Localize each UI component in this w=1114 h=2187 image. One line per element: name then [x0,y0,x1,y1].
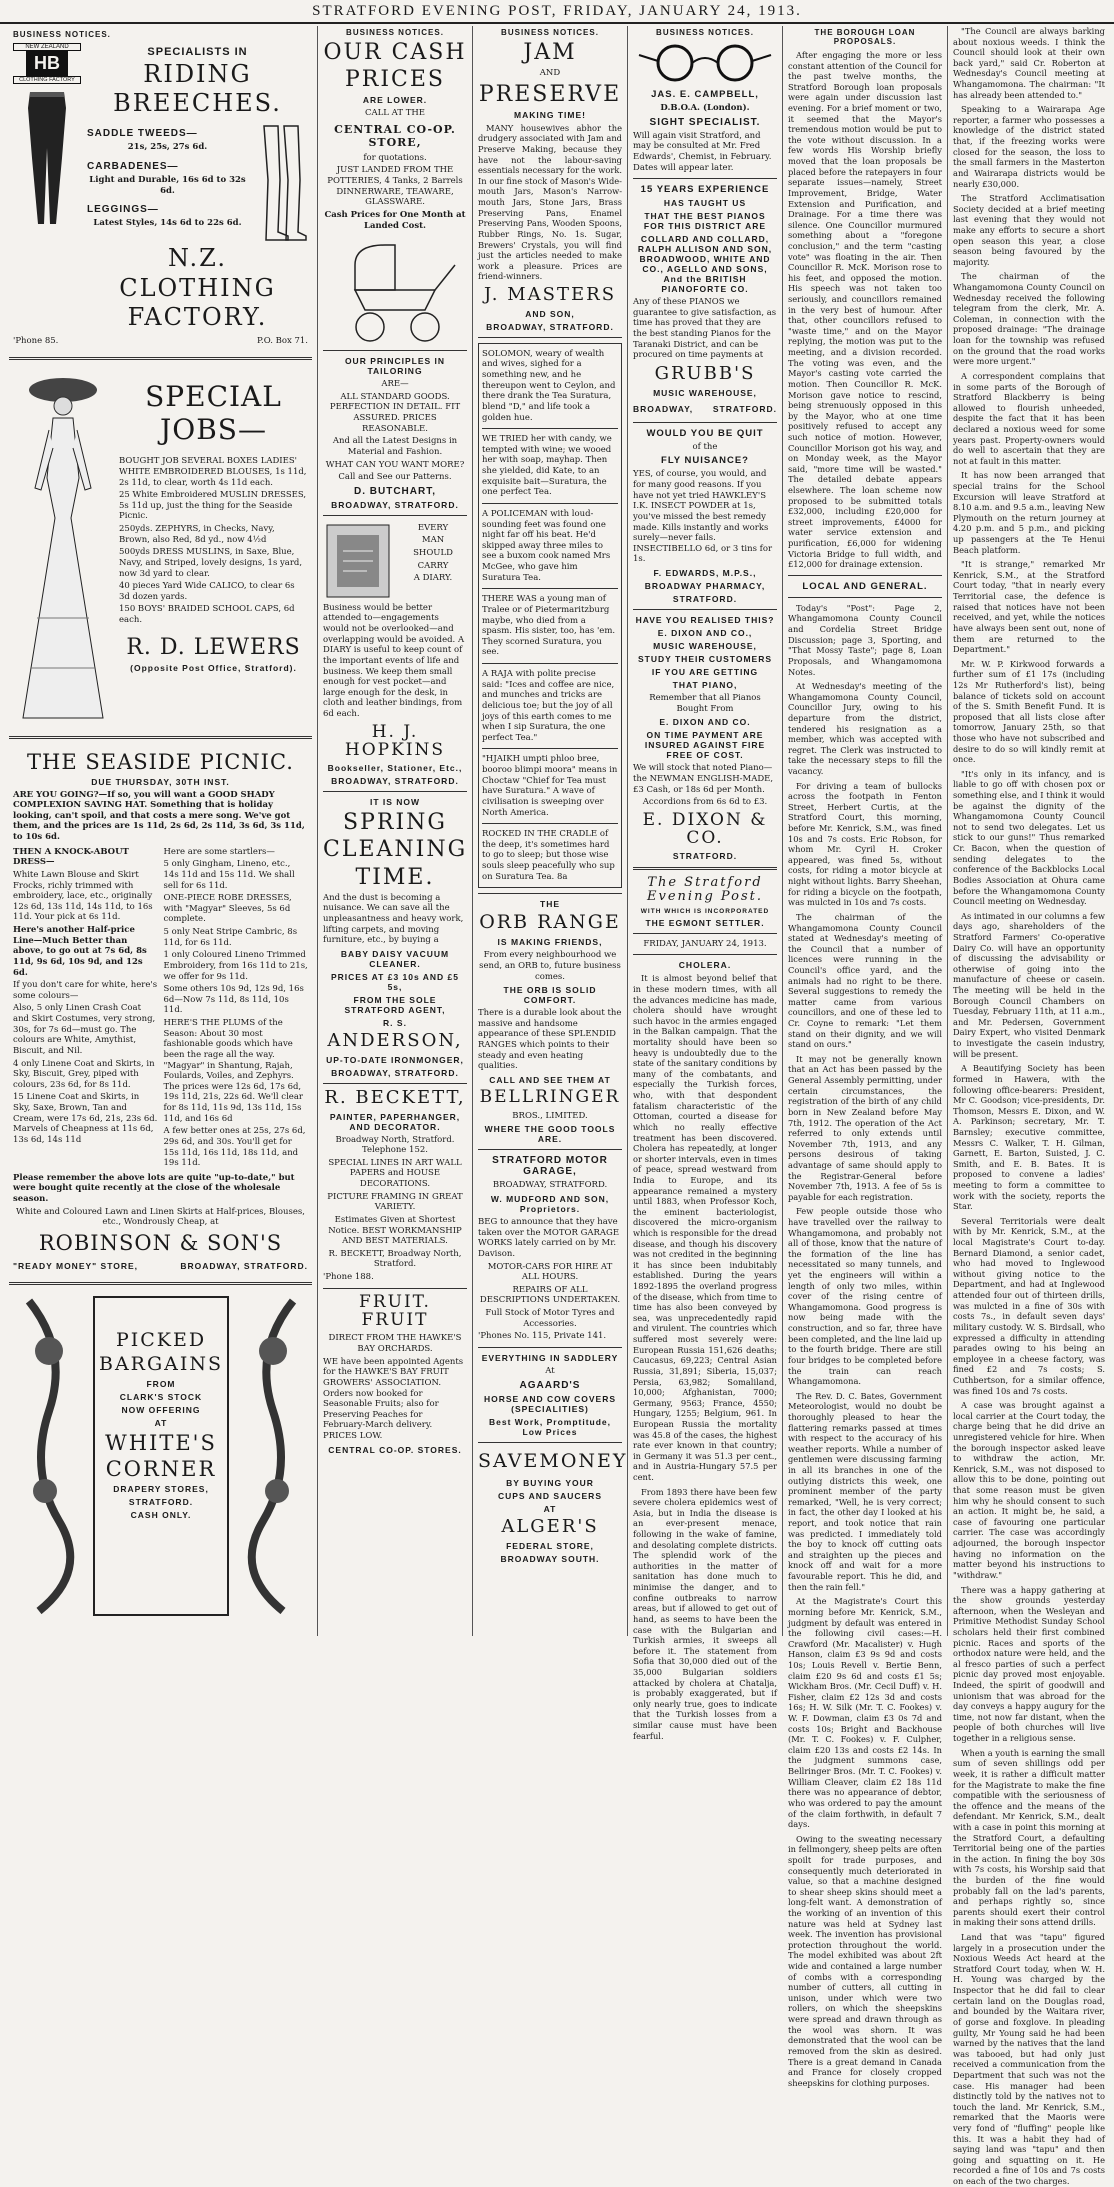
tailor-heading: OUR PRINCIPLES IN TAILORING [344,356,446,377]
seaside-left-4: Also, 5 only Linen Crash Coat and Skirt Costumes, very strong, 30s, for 7s 6d—must go. The colours are White, Amythist, Biscuit, and Nil. [13,1003,156,1056]
tea-ads [478,343,622,889]
tea-7: ROCKED IN THE CRADLE of the deep, it's sometimes hard to go to sleep; but those wise souls sleep peacefully who sup on Suratura Tea. 8a [482,829,615,882]
pianos-text: Any of these PIANOS we guarantee to give satisfaction, as time has proved that they are the best standing Pianos for the Taranaki District, and can be procured on time payments at [633,297,777,361]
column-3 [473,26,628,1636]
masthead: STRATFORD EVENING POST, FRIDAY, JANUARY 24, 1913. [0,0,1114,24]
now-offering: NOW OFFERING [121,1404,201,1415]
special-item-3: 250yds. ZEPHYRS, in Checks, Navy, Brown, also Red, 8d yd., now 4½d [119,524,275,545]
clarks-stock: CLARK'S STOCK [119,1391,203,1402]
fly-of: of the [692,441,718,452]
hb-logo: HB [26,51,68,76]
cholera-heading: CHOLERA. [678,960,732,971]
diary-every: EVERY [417,522,449,533]
money-heading: MONEY [539,1449,628,1472]
garage-phone: 'Phones No. 115, Private 141. [478,1331,607,1342]
garage-hire: MOTOR-CARS FOR HIRE AT ALL HOURS. [487,1261,613,1283]
picked-bargains-ad [9,1291,312,1625]
dixon-study: STUDY THEIR CUSTOMERS [637,654,773,665]
cash-heading-1: OUR CASH [323,40,467,65]
robinson-name: ROBINSON & SON'S [38,1230,283,1255]
cash-only: CASH ONLY. [130,1510,192,1520]
nz-name-3: FACTORY. [127,302,268,331]
dixon-name: E. DIXON AND CO., [657,628,753,639]
diary-carry: CARRY [417,560,449,571]
alger-fed: FEDERAL STORE, [506,1541,594,1552]
orb-from: From every neighbourhood we send, an ORB to, future business comes. [479,950,621,982]
carbadenes-label: CARBADENES— [87,161,179,172]
local-para-8: The Rev. D. C. Bates, Government Meteorologist, would no doubt be thoroughly pleased to hear the flattering remarks passed at times with respect to the accuracy of his weather reports. While a number of gentlemen were discussing farming in all its branches in one of the outlying districts this week, one prominent member of the party remarked, "Well, he is very correct; in fact, the other day I looked at his report, and took notice that rain was predicted. I immediately told the boy to knock off cutting oats and straighten up the pieces and knock off and wait for a more favourable report. This he did, and then the rain fell." [788,1390,942,1592]
beckett-frame: PICTURE FRAMING IN GREAT VARIETY. [327,1191,463,1213]
column-4 [628,26,783,1741]
save-cups: CUPS AND SAUCERS [497,1491,602,1502]
col6-para-14: There was a happy gathering at the show grounds yesterday afternoon, when the Wesleyan and Primitive Methodist Sunday School scholars held their first combined picnic. Races and sports of the orthodox nature were held, and the al fresco parties of such a perfect picnic day proved most enjoyable. Indeed, the spirit of goodwill and unionism that was abroad for the day conveys a happy augury for the time, not now far distant, when the people of both churches will live together in a religious sense. [953,1584,1105,1744]
saddlery-work: Best Work, Promptitude, Low Prices [488,1416,612,1437]
fly-heading: WOULD YOU BE QUIT [646,427,764,439]
seaside-right-6: HERE'S THE PLUMS of the Season: About 30 most fashionable goods which have been the rage all the way. "Magyar" in Shantung, Rajah, Foulards, Voiles, and Zephyrs. The prices were 12s 6d, 17s 6d, 19s 11d, 21s, 22s 6d. We'll clear for 8s 11d, 11s 9d, 13s 11d, 15s 11d, and 16s 6d [163,1018,303,1124]
tea-3: A POLICEMAN with loud-sounding feet was found one night far off his beat. He'd skipped away three miles to see a buxom cook named Mrs McGee, who gave him Suratura Tea. [482,508,611,583]
grubbs-addr-1: BROADWAY, [633,403,694,414]
jam-and: AND [539,68,561,79]
special-item-4: 500yds DRESS MUSLINS, in Saxe, Blue, Navy, and Striped, lovely designs, 1s yard, now 3d yard to clear. [119,547,303,579]
anderson-address: BROADWAY, STRATFORD. [331,1067,459,1078]
spring-itis: IT IS NOW [369,797,421,808]
column-1 [4,26,318,1636]
tailor-want: WHAT CAN YOU WANT MORE? [325,459,465,470]
riding-heading: RIDING [143,60,252,88]
dixon-heading: HAVE YOU REALISED THIS? [635,615,775,626]
fly-heading-2: FLY NUISANCE? [661,455,749,467]
seaside-left-2: Here's another Half-price Line—Much Better than above, to go out at 7s 6d, 8s 11d, 9s 6d, 10s 9d, and 12s 6d. [13,925,147,978]
tweeds-price: 21s, 25s, 27s 6d. [127,142,208,153]
leggings-label: LEGGINGS— [87,204,159,216]
diary-a: A DIARY. [413,573,453,584]
saddlery-covers: HORSE AND COW COVERS (SPECIALITIES) [483,1393,617,1414]
paper-title: The Stratford Evening Post. [647,875,763,905]
seaside-note-2: White and Coloured Lawn and Linen Skirts at Half-prices, Blouses, etc., Wondrously Cheap, at [16,1206,305,1228]
tailor-call: Call and See our Patterns. [338,472,452,483]
agaard-name: AGAARD'S [519,1379,581,1391]
tea-1: SOLOMON, weary of wealth and wives, sighed for a something new, and he thereupon went to Ceylon, and there drank the Tea Suratura, blend "D," and life took a golden hue. [482,348,616,423]
paper-egmont: THE EGMONT SETTLER. [645,917,765,928]
cash-heading-2: PRICES [344,67,446,93]
hopkins-address: BROADWAY, STRATFORD. [331,776,459,787]
bellringer-bros: BROS., LIMITED. [512,1110,588,1121]
orb-friends: IS MAKING FRIENDS, [497,937,603,948]
tailor-latest: And all the Latest Designs in Material and Fashion. [332,436,458,457]
seaside-right-1: 5 only Gingham, Lineno, etc., 14s 11d and 15s 11d. We shall sell for 6s 11d. [163,859,295,891]
specialists-heading: SPECIALISTS IN [147,46,248,58]
seaside-right-7: A few better ones at 25s, 27s 6d, 29s 6d, and 30s. You'll get for 15s 11d, 16s 11d, 18s 11d, and 19s 11d. [163,1126,306,1169]
col6-para-7: "It is strange," remarked Mr Kenrick, S.M., at the Stratford Court today, "that in nearly every Territorial case, the defence is raised that notices have not been received, and yet, while the notices have always been sent out, none of them are returned to the Department." [953,559,1105,655]
col6-para-10: As intimated in our columns a few days ago, shareholders of the Stratford Farmers' Co-operative Dairy Co. will have an opportunity of discussing the advisability or otherwise of going into the manufacture of cheese or casein. The meeting will be held in the Borough Council Chambers on Tuesday, February 11th, at 11 a.m., and Mr. Pedersen, Government Dairy Expert, who visited Denmark to investigate the casein industry, will be present. [953,910,1105,1059]
preserve-heading: PRESERVE [478,81,622,107]
drapery-stores: DRAPERY STORES, [113,1484,209,1494]
section-header: BUSINESS NOTICES. [13,30,111,39]
beckett-phone: 'Phone 188. [323,1272,374,1283]
borough-heading: THE BOROUGH LOAN PROPOSALS. [814,28,916,46]
col6-para-15: When a youth is earning the small sum of seven shillings odd per week, it is rather a difficult matter for the Magistrate to make the fine compatible with the seriousness of the offence and the means of the defendant. Mr Kenrick, S.M., dealt with a case in point this morning at the Stratford Court, a defaulting Territorial being one of the parties in the action. In fining the boy 30s with 7s costs, his Worship said that the burden of the fine would probably fall on the lad's parents, and perhaps rightly so, since parents should exert their control in making their sons attend drills. [953,1747,1105,1928]
cholera-para-2: From 1893 there have been few severe cholera epidemics west of Asia, but in India the disease is an ever-present menace, following in the wake of famine, and desolating complete districts. The splendid work of the authorities in the matter of sanitation has done much to minimise the danger, and to confine outbreaks to narrow areas, but if allowed to get out of hand, as seems to have been the case with the Bulgarian and Turkish armies, it sweeps all before it. The statement from Sofia that 30,000 died out of the 35,000 Bulgarian soldiers attacked by cholera at Chatalja, is probably exaggerated, but if only nearly true, goes to indicate that the Turkish losses from a similar cause must have been fearful. [633,1486,777,1741]
beckett-address: Broadway North, Stratford. Telephone 152. [335,1134,455,1156]
col6-para-1: "The Council are always barking about noxious weeds. I think the Council should look at their own back yard," said Cr. Roberton at Wednesday's Council meeting at Whangamomona. The chairman: "It has already been attended to." [953,26,1105,100]
garage-props: W. MUDFORD AND SON, Proprietors. [490,1194,610,1214]
diary-should: SHOULD [413,548,453,559]
diary-illustration [323,521,393,601]
col6-para-16: Land that was "tapu" figured largely in a prosecution under the Noxious Weeds Act heard at the Stratford Court today, when W. H. H. Young was charged by the Inspector that he did fail to clear certain land on the Douglas road, and bounded by the Waitara river, of gorse and foxglove. In pleading guilty, Mr Young said he had been warned by the natives that the land was tabooed, but had only just received a communication from the Department that such was not the case. His manager had been distinctly told by the natives not to touch the land. Mr Kenrick, S.M., remarked that the Maoris were very fond of "fluffing" people like this. It was a habit they had of saying land was "tapu" and then going and squatting on it. He recorded a fine of 10s and 7s costs on each of the two charges. [953,1932,1105,2187]
col6-para-2: Speaking to a Wairarapa Age reporter, a farmer who possesses a knowledge of the district stated that, if the freezing works were closed for the season, the loss to the small farmers in the Masterton and Wairarapa districts would be nearly £30,000. [953,104,1105,189]
masters-name: J. MASTERS [483,283,617,305]
butchart-address: BROADWAY, STRATFORD. [331,499,459,510]
tea-4: THERE WAS a young man of Tralee or of Pietermaritzburg maybe, who died from a spasm. His sister, too, has 'em. They scorned Suratura, you see. [482,594,616,658]
diary-text: Business would be better attended to—engagements would not be overlooked—and overlapping would be avoided. A DIARY is useful to keep count of the important events of life and business. We keep them small enough for vest pocket—and large enough for the desk, in cloth and leather bindings, from 6d each. [323,602,465,720]
local-para-10: Owing to the sweating necessary in fellmongery, sheep pelts are often spoilt for trade purposes, and consequently much deteriorated in value, so that a machine designed to shear sheep skins should meet a long-felt want. A demonstration of the working of an invention of this nature was held at Sydney last week. The invention has provisional protection throughout the world. The model exhibited was about 2ft wide and contained a large number of combs with a corresponding number of cutters, all cutting in unison, under which were two rollers, on which the sheepskins were spread and drawn through as the wool was shorn. It was demonstrated that the wool can be removed from the skin as desired. There is a great demand in Canada and France for closely cropped sheepskins for clothing purposes. [788,1833,942,2088]
corner-heading: CORNER [105,1456,217,1481]
cash-call: CALL AT THE [365,108,425,119]
dixon-stock: We will stock that noted Piano—the NEWMAN ENGLISH-MADE, £3 Cash, or 18s 6d per Month. [633,763,774,795]
robinson-store: "READY MONEY" STORE, [13,1261,139,1272]
seaside-right-0: Here are some startlers— [163,846,275,857]
seaside-note: Please remember the above lots are quite "up-to-date," but were bought quite recently at the close of the wholesale season. [13,1172,295,1205]
sight-specialist: SIGHT SPECIALIST. [649,116,761,128]
pianos-taught: HAS TAUGHT US [663,198,747,209]
tweeds-label: SADDLE TWEEDS— [87,128,198,140]
section-header: BUSINESS NOTICES. [656,28,754,37]
alger-address: BROADWAY SOUTH. [500,1554,600,1565]
cash-quote: for quotations. [363,152,427,163]
local-general-heading: LOCAL AND GENERAL. [802,580,928,592]
nz-phone: 'Phone 85. [13,335,59,346]
dixon-terms: ON TIME PAYMENT ARE INSURED AGAINST FIRE FREE OF COST. [644,730,766,761]
jam-text: MANY housewives abhor the drudgery associated with Jam and Preserve Making, because they have not the labour-saving essentials necessary for the work. In our fine stock of Mason's Wide-mouth Jars, Mason's Narrow-mouth Jars, Stone Jars, Brass Preserving Pans, Enamel Preserving Pans, Wooden Spoons, Rubber Rings, No. 1s. Sugar, Brewers' Crystals, you will find just the articles needed to make work a pleasure. Prices are friend-winners. [478,122,622,282]
making-time: MAKING TIME! [514,109,586,120]
orb-the: THE [540,899,560,910]
cholera-para-1: It is almost beyond belief that in these modern times, with all the advances medicine has made, cholera should have wrought such havoc in the armies engaged in the Balkan campaign. That the mortality should have been so heavy is undoubtedly due to the state of the sanitary conditions by many of the combatants, and especially the Turkish forces, who, with that despondent fatalism characteristic of the Ottoman, courted a disease for which no really effective treatment has been discovered. Cholera has repeatedly, at longer or shorter intervals, even in times of peace, spread westward from India to Europe, and its appearance remained a mystery until 1883, when Professor Koch, the eminent bacteriologist, discovered the micro-organism which is responsible for the dread disease, and though his discovery was not credited in the beginning it has since been indubitably established. During the years 1892-1895 the overland progress of the disease, which from time to time has also been conveyed by sea, was unprecedentedly rapid and virulent. The countries which suffered most severely were: European Russia 151,626 deaths; Caucasus, 69,223; Central Asian Russia, 31,891; Siberia, 15,037; Persia, 63,982; Somaliland, 10,000; Afghanistan, 7000; Germany, 9563; France, 4550; Hungary, 1255; Belgium, 961. In European Russia the mortality was 45.8 of the cases, the highest rate ever known in that country; in Germany it was 51.3 per cent., and in Austria-Hungary 57.5 per cent. [633,973,777,1482]
picked-at: AT [154,1417,168,1428]
tea-6: "HJAIKH umpti phloo bree, booroo blimpi moora" means in Choctaw "Chief for Tea must have Suratura." A wave of civilisation is sweeping over North America. [482,754,618,818]
seaside-intro: ARE YOU GOING?—If so, you will want a GOOD SHADY COMPLEXION SAVING HAT. Something that is holiday looking, can't spoil, and that costs a mere song. We've got them, and the prices are 1s 11d, 2s 6d, 2s 11d, 3s 6d, 3s 11d, to 10s 6d. [13,789,305,843]
seaside-left-6: 15 Linene Coat and Skirts, in Sky, Saxe, Brown, Tan and Cream, were 17s 6d, 21s, 23s 6d. Marvels of Cheapness at 11s 6d, 13s 6d, 14s 11d [13,1092,158,1145]
special-heading: SPECIAL [145,379,282,413]
edwards-pharmacy: BROADWAY PHARMACY, [644,581,766,592]
dixon-town: STRATFORD. [672,851,738,862]
special-item-2: 25 White Embroidered MUSLIN DRESSES, 5s 11d up, just the thing for the Seaside Picnic. [119,490,307,522]
orb-text: There is a durable look about the massive and handsome appearance of these SPLENDID RANGES which points to their steady and even heating qualities. [478,1008,622,1072]
special-item-5: 40 pieces Yard Wide CALICO, to clear 6s 3d dozen yards. [119,581,295,602]
campbell-text: Will again visit Stratford, and may be consulted at Mr. Fred Edwards', Chemist, in February. Dates will appear later. [633,130,772,173]
seaside-left-1: White Lawn Blouse and Skirt Frocks, richly trimmed with embroidery, lace, etc., originally 12s 6d, 13s 11d, 14s 11d, to 16s 11d. Your pick at 6s 11d. [13,869,153,923]
local-para-2: Today's "Post": Page 2, Whangamomona County Council and Cordelia Street Bridge Discussion; page 3, Sporting, and "That Mossy Taste"; page 8, Loan Proposals, and Whangamomona Notes. [788,602,942,677]
garage-stock: Full Stock of Motor Tyres and Accessories. [485,1308,615,1329]
dixon-if: IF YOU ARE GETTING [651,667,759,678]
beckett-name: R. BECKETT, [324,1086,466,1108]
borough-para: After engaging the more or less constant attention of the Council for the past twelve months, the Stratford Borough loan proposals were again under discussion last evening. For a brief moment or two, it seemed that the Mayor's tremendous motion would be put to the vote without discussion. In a few words His Worship briefly moved that the loan proposals be placed before the ratepayers in four separate issues—namely, Street Improvement, Bridge, Water Extension and Purification, and Drainage. For a time there was silence. One Councillor murmured something about a "foregone conclusion," and the term "casting vote" was floating in the air. Then Councillor R. McK. Morison rose to his feet, and opposed the motion. His speech was not taken too seriously, and councillors remained in the very best of humour. After that, other councillors refused to "waste time," and on the Mayor replying, the motion was put to the meeting, and a division recorded. The voting was even, and the Mayor's casting vote carried the motion. Then Councillor R. McK. Morison gave notice to rescind, being strenuously opposed in this by the Mayor, who at one time positively refused to accept any such notice of motion. However, Councillor Morison got his way, and on Monday week, as the Mayor said, "more time will be wasted." The detailed debate appears elsewhere. The loan scheme now proposed to be submitted totals £32,000, including £20,000 for street improvements, £4000 for water service extension and purification, £6,000 for widening Victoria Bridge to full width, and £12,000 for drainage extension. [788,50,942,570]
save-heading: SAVE [478,1449,540,1472]
col6-para-13: A case was brought against a local carrier at the Court today, the charge being that he did drive an unregistered vehicle for hire. When the borough inspector asked leave to withdraw the action, Mr. Kenrick, S.M., was not disposed to allow this to be done, pointing out that some reason must be given him why he should consent to such an action. It might be, he said, a case of favouring one particular carrier. The case was accordingly adjourned, the borough inspector having no information on the matter beyond his instructions to "withdraw." [953,1400,1105,1580]
jobs-heading: JOBS— [160,412,267,446]
carbadenes-price: Light and Durable, 16s 6d to 32s 6d. [89,175,246,196]
save-at: AT [543,1504,557,1515]
saddlery-heading: EVERYTHING IN SADDLERY [481,1352,619,1363]
save-by: BY BUYING YOUR [506,1478,594,1489]
masters-address: BROADWAY, STRATFORD. [486,321,614,332]
garage-text: BEG to announce that they have taken over the MOTOR GARAGE WORKS lately carried on by Mr. Davison. [478,1217,620,1259]
logo-bottom-text: CLOTHING FACTORY [13,76,81,84]
dixon-mw: MUSIC WAREHOUSE, [653,641,757,652]
special-item-1: BOUGHT JOB SEVERAL BOXES LADIES' WHITE EMBROIDERED BLOUSES, 1s 11d, 2s 11d, to clear, worth 4s 11d each. [119,456,307,488]
fruit-direct: DIRECT FROM THE HAWKE'S BAY ORCHARDS. [328,1333,462,1354]
spring-heading-3: TIME. [355,864,435,890]
orb-call: CALL AND SEE THEM AT [489,1074,611,1085]
seaside-right-4: 1 only Coloured Lineno Trimmed Embroidery, from 16s 11d to 21s, we offer for 9s 11d. [163,950,308,982]
grubbs-name: GRUBB'S [654,362,756,384]
grubbs-addr-2: STRATFORD. [712,403,777,414]
breeches-heading: BREECHES. [113,89,282,118]
leggings-illustration [254,120,308,240]
seaside-due: DUE THURSDAY, 30TH INST. [91,776,230,787]
garage-heading: STRATFORD MOTOR GARAGE, [492,1155,608,1178]
jam-heading: JAM [523,40,577,65]
fruit-heading: FRUIT. FRUIT [359,1291,431,1330]
tea-2: WE TRIED her with candy, we tempted with wine; we wooed her with soap, mayhap. Then she yielded, did Kate, to an exquisite bait—Suratura, the one perfect Tea. [482,434,612,498]
saddlery-at: At [545,1365,555,1376]
pram-illustration [325,235,465,345]
col6-para-5: A correspondent complains that in some parts of the Borough of Stratford Blackberry is being allowed to flourish unheeded, despite the fact that it has been declared a noxious weed for some years past. Property-owners would do well to ascertain that they are not at fault in this matter. [953,370,1105,466]
campbell-degree: D.B.O.A. (London). [660,103,750,113]
masters-son: AND SON, [525,308,575,319]
spring-heading-1: SPRING [343,810,447,836]
robinson-address: BROADWAY, STRATFORD. [180,1261,308,1272]
seaside-right-2: ONE-PIECE ROBE DRESSES, with "Magyar" Sleeves, 5s 6d complete. [163,893,292,925]
dixon-name-2: E. DIXON AND CO. [659,717,751,728]
alger-name: ALGER'S [501,1516,599,1538]
special-item-6: 150 BOYS' BRAIDED SCHOOL CAPS, 6d each. [119,604,295,626]
bellringer-name: BELLRINGER [479,1086,621,1107]
nz-name-1: N.Z. [168,244,227,273]
tailor-are: ARE— [381,379,409,390]
dixon-acc: Accordions from 6s 6d to £3. [642,797,768,808]
knock-about-heading: THEN A KNOCK-ABOUT DRESS— [13,846,129,868]
seaside-left-3: If you don't care for white, here's some colours— [13,980,158,1001]
breeches-illustration [22,88,72,228]
orb-solid: THE ORB IS SOLID COMFORT. [503,985,597,1006]
lewers-address: (Opposite Post Office, Stratford). [130,662,297,673]
paper-with: WITH WHICH IS INCORPORATED [640,907,770,915]
grubbs-mw: MUSIC WAREHOUSE, [653,387,757,398]
spring-rs: R. S. [383,1017,407,1028]
spring-heading-2: CLEANING [323,837,468,863]
local-para-9: At the Magistrate's Court this morning before Mr. Kenrick, S.M., judgment by default was entered in the following civil cases:—H. Crawford (Mr. Macalister) v. Hugh Hanson, claim £3 9s 9d and costs 10s; Louis Revell v. Bertie Benn, claim £20 9s 6d and costs £1 5s; Wickham Bros. (Mr. Cecil Duff) v. H. Fisher, claim £2 12s 3d and costs 16s; H. W. Silk (Mr. T. C. Fookes) v. W. F. Dowman, claim £3 0s 7d and costs 10s; Bright and Backhouse (Mr. T. C. Fookes) v. F. Culpher, claim £20 13s and costs £2 14s. In the judgment summons case, Bellringer Bros. (Mr. T. C. Fookes) v. William Cleaver, claim £2 18s 11d there was no appearance of debtor, who was ordered to pay the amount of the claim forthwith, in default 7 days. [788,1596,942,1830]
column-5 [783,26,948,2088]
local-para-4: For driving a team of bullocks across the footpath in Fenton Street, Herbert Curtis, at the Stratford Court, this morning, before Mr. Kenrick, S.M., was fined 10s and 7s costs. Eric Robson, for whom Mr. Cyril H. Croker appeared, was fined 5s, without costs, for riding a motor bicycle at night without lights. Barry Sheehan, for riding a bicycle on the footpath, was mulcted in 10s and 7s costs. [788,780,942,908]
section-header: BUSINESS NOTICES. [346,28,444,37]
picked-town: STRATFORD. [128,1497,194,1507]
cash-lower: ARE LOWER. [362,95,428,106]
col6-para-11: A Beautifying Society has been formed in Hawera, with the following office-bearers: President, Mr C. Goodson; vice-presidents, Dr. Thomson, Messrs E. Dixon, and W. A. Parkinson; secretary, Mr. T. Barnsley; executive committee, Messrs C. Walker, T. H. Gilman, Garnett, E. Barton, Suisted, J. C. Smith, and E. B. Bates. It is proposed to convene a ladies' meeting to form a committee to work with the society, reports the Star. [953,1063,1105,1212]
cash-store: CENTRAL CO-OP. STORE, [334,122,456,149]
bargains-heading: BARGAINS [99,1352,224,1375]
leggings-price: Latest Styles, 14s 6d to 22s 6d. [93,218,242,229]
seaside-left-5: 4 only Linene Coat and Skirts, in Sky, Biscuit, Grey, piped with colours, 23s 6d, for 8s 11d. [13,1058,155,1090]
dixon-remember: Remember that all Pianos Bought From [649,693,761,714]
orb-heading: ORB RANGE [479,911,621,934]
col6-para-3: The Stratford Acclimatisation Society decided at a brief meeting last evening that they would not make any efforts to secure a short open season this year, a close season being favoured by the majority. [953,193,1105,267]
hopkins-name: H. J. HOPKINS [344,721,446,760]
pianos-heading: 15 YEARS EXPERIENCE [640,184,770,196]
picked-heading: PICKED [115,1329,207,1352]
fruit-store: CENTRAL CO-OP. STORES. [328,1444,462,1455]
seaside-title: THE SEASIDE PICNIC. [27,749,294,774]
bellringer-where: WHERE THE GOOD TOOLS ARE. [484,1124,616,1145]
nz-clothing-ad [9,26,312,351]
spectacles-illustration [635,41,775,85]
tailor-list: ALL STANDARD GOODS. PERFECTION IN DETAIL. FIT ASSURED. PRICES REASONABLE. [329,391,461,434]
cash-landed: JUST LANDED FROM THE POTTERIES, 4 Tanks, 2 Barrels DINNERWARE, TEAWARE, GLASSWARE. [327,165,463,208]
local-para-3: At Wednesday's meeting of the Whangamomona County Council, Councillor Jury, owing to his departure from the district, tendered his resignation as a member, which was accepted with regret. The Clerk was instructed to take the necessary steps to fill the vacancy. [788,681,942,776]
hopkins-trade: Bookseller, Stationer, Etc., [327,763,463,774]
col6-para-8: Mr. W. P. Kirkwood forwards a further sum of £1 17s (including 12s Mr Rutherford's list), being balance of tickets sold on account of the S. Smith Benefit Fund. It is proposed that all lists close after tomorrow, January 25th, so that those who have not subscribed and desire to do so will kindly remit at once. [953,658,1105,765]
dixon-big: E. DIXON & CO. [642,809,768,848]
paper-date: FRIDAY, JANUARY 24, 1913. [643,938,767,949]
nz-pobox: P.O. Box 71. [257,335,308,346]
col6-para-6: It has now been arranged that special trains for the School Excursion will leave Stratford at 8.10 a.m. and 9.5 a.m., leaving New Plymouth on the return journey at 4.20 p.m. and 5 p.m., and picking up passengers at the Te Henui Beach platform. [953,470,1105,555]
section-header: BUSINESS NOTICES. [501,28,599,37]
local-para-5: The chairman of the Whangamomona County Council stated at Wednesday's meeting of the Council that a number of licences were running in the Council's office yard, and the animals had no right to be there. Several suggestions to remedy the matter came from various councillors, and one of these led to Cr. Coyne to remark: "Let them stand on their dignity, and we will stand on ours." [788,911,942,1050]
tea-5: A RAJA with polite precise said: "Ices and coffee are nice, and munches and tricks are delicious toe; but the joy of all joys of this earth comes to me when I sip Suratura, the one perfect Tea." [482,669,615,743]
fly-text: YES, of course, you would, and for many good reasons. If you have not yet tried HAWKLEY'S I.K. INSECT POWDER at 1s, you've missed the best remedy made. Kills instantly and works surely—never fails. INSECTIBELLO 6d, or 3 tins for 1s. [633,469,773,565]
campbell-name: JAS. E. CAMPBELL, [651,89,759,100]
pianos-that: THAT THE BEST PIANOS FOR THIS DISTRICT ARE [643,211,767,232]
col6-para-9: "It's only in its infancy, and is liable to go off with chosen pox or something else, and I think it would be against the dignity of the Whangamomona County Council not to send two delegates. Let us stick to our guns!" Thus remarked Cr. Bacon, when the question of sending delegates to the conference of the Backblocks Local Bodies Association at Ohura came before the Whangamomona County Council meeting on Wednesday. [953,768,1105,907]
diary-man: MAN [421,535,445,546]
col6-para-4: The chairman of the Whangamomona County Council on Wednesday received the following telegram from the clerk, Mr. A. Coleman, in connection with the proposed drainage: "The drainage loan for the township was refused on the ground that the road works were more urgent." [953,271,1105,367]
beckett-est: Estimates Given at Shortest Notice. BEST WORKMANSHIP AND BEST MATERIALS. [328,1214,462,1247]
dixon-that: THAT PIANO, [672,680,738,691]
edwards-name: F. EDWARDS, M.P.S., [653,568,757,579]
nz-name-2: CLOTHING [119,273,276,302]
picked-from: FROM [146,1378,176,1389]
lady-dress-illustration [13,368,113,728]
pianos-list: COLLARD AND COLLARD, RALPH ALLISON AND SON, BROADWOOD, WHITE AND CO., AGELLO AND SONS, And the BRITISH PIANOFORTE CO. [637,234,773,295]
local-para-7: Few people outside those who have travelled over the railway to Whangamomona, and probably not all of those, know that the nature of the formation of the line has necessitated so many tunnels, and yet the engineers will within a length of only two miles, within cover of the rising centre of Whangamomona. Good progress is now being made with the construction, and so far, three have been completed, and the line laid up to the fourth bridge. There are still four bridges to be completed before the train can reach Whangamomona. [788,1206,942,1387]
fruit-text: WE have been appointed Agents for the HAWKE'S BAY FRUIT GROWERS' ASSOCIATION. Orders now booked for Seasonable Fruits; also for Preserving Peaches for February-March delivery. PRICES LOW. [323,1356,464,1441]
lewers-name: R. D. LEWERS [126,634,301,660]
garage-address: BROADWAY, STRATFORD. [492,1180,608,1191]
anderson-name: ANDERSON, [327,1029,463,1051]
baby-daisy: BABY DAISY VACUUM CLEANER. [340,948,450,969]
seaside-picnic-ad [9,745,312,1276]
seaside-right-3: 5 only Neat Stripe Cambric, 8s 11d, for 6s 11d. [163,927,298,948]
beckett-sig: R. BECKETT, Broadway North, Stratford. [328,1248,462,1270]
edwards-town: STRATFORD. [672,594,738,605]
spring-text: And the dust is becoming a nuisance. We can save all the unpleasantness and heavy work, lifting carpets, and moving furniture, etc., by buying a [323,892,464,946]
butchart-name: D. BUTCHART, [354,485,436,497]
spring-from: FROM THE SOLE STRATFORD AGENT, [344,994,446,1015]
beckett-trade: PAINTER, PAPERHANGER, AND DECORATOR. [329,1111,461,1132]
special-jobs-ad [9,366,312,730]
local-para-6: It may not be generally known that an Act has been passed by the General Assembly permitting, under certain circumstances, the registration of the birth of any child born in New Zealand before May 7th, 1912. The operation of the Act referred to only extends until November 7th, 1913, and any persons desirous of taking advantage of same should apply to the Registrar-General before November 7th, 1913. A fee of 5s is payable for each registration. [788,1053,942,1202]
whites-heading: WHITE'S [105,1430,217,1455]
garage-repairs: REPAIRS OF ALL DESCRIPTIONS UNDERTAKEN. [479,1284,621,1306]
cash-prices-note: Cash Prices for One Month at Landed Cost. [324,209,466,231]
logo-top-text: NEW ZEALAND [13,43,81,51]
col6-para-12: Several Territorials were dealt with by Mr. Kenrick, S.M., at the local Magistrate's Court to-day. Bernard Diamond, a senior cadet, who had moved to Inglewood without giving notice to the Department, and had at Inglewood attended four out of thirteen drills, was mulcted in a fine of 30s with costs 7s., in default seven days' military custody. W. S. Birdsall, who expressed a difficulty in attending parades owing to his being an employee in a cheese factory, was fined £2 and 7s costs; S. Cuthbertson, for a similar offence, was fined 10s and 7s costs. [953,1215,1105,1396]
column-6 [948,26,1110,2187]
beckett-lines: SPECIAL LINES IN ART WALL PAPERS and HOUSE DECORATIONS. [328,1157,462,1190]
seaside-right-5: Some others 10s 9d, 12s 9d, 16s 6d—Now 7s 11d, 8s 11d, 10s 11d. [163,984,304,1016]
spring-price: PRICES AT £3 10s AND £5 5s, [330,971,460,992]
anderson-trade: UP-TO-DATE IRONMONGER, [326,1054,464,1065]
column-2 [318,26,473,1636]
